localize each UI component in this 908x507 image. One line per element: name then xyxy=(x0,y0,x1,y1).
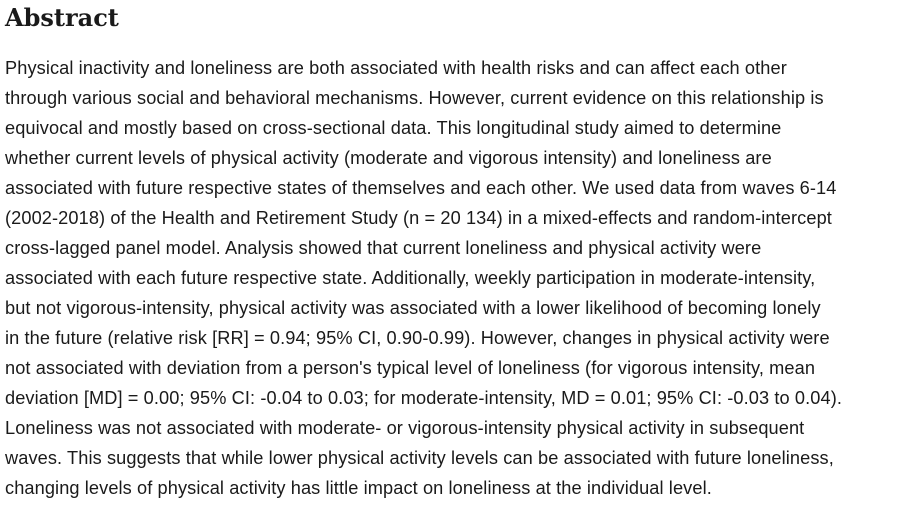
abstract-line: Loneliness was not associated with moderate- or vigorous-intensity physical activity in subsequent xyxy=(5,418,805,438)
abstract-line: Physical inactivity and loneliness are both associated with health risks and can affect each other xyxy=(5,58,787,78)
abstract-line: (2002-2018) of the Health and Retirement Study (n = 20 134) in a mixed-effects and random-intercept xyxy=(5,208,832,228)
abstract-line: associated with future respective states of themselves and each other. We used data from waves 6-14 xyxy=(5,178,837,198)
abstract-body xyxy=(5,53,905,503)
abstract-line: in the future (relative risk [RR] = 0.94; 95% CI, 0.90-0.99). However, changes in physical activity were xyxy=(5,328,830,348)
abstract-line: not associated with deviation from a person's typical level of loneliness (for vigorous intensity, mean xyxy=(5,358,816,378)
abstract-section xyxy=(5,0,905,503)
abstract-line: but not vigorous-intensity, physical activity was associated with a lower likelihood of becoming lonely xyxy=(5,298,821,318)
abstract-line: changing levels of physical activity has little impact on loneliness at the individual level. xyxy=(5,478,712,498)
abstract-line: through various social and behavioral mechanisms. However, current evidence on this relationship is xyxy=(5,88,824,108)
abstract-line: associated with each future respective state. Additionally, weekly participation in moderate-intensity, xyxy=(5,268,816,288)
abstract-line: equivocal and mostly based on cross-sectional data. This longitudinal study aimed to determine xyxy=(5,118,782,138)
abstract-line: waves. This suggests that while lower physical activity levels can be associated with future loneliness, xyxy=(5,448,834,468)
abstract-line: cross-lagged panel model. Analysis showed that current loneliness and physical activity were xyxy=(5,238,762,258)
abstract-line: deviation [MD] = 0.00; 95% CI: -0.04 to 0.03; for moderate-intensity, MD = 0.01; 95% CI: -0.03 to 0.04). xyxy=(5,388,843,408)
abstract-line: whether current levels of physical activity (moderate and vigorous intensity) and loneliness are xyxy=(5,148,772,168)
abstract-heading: Abstract xyxy=(5,3,119,32)
